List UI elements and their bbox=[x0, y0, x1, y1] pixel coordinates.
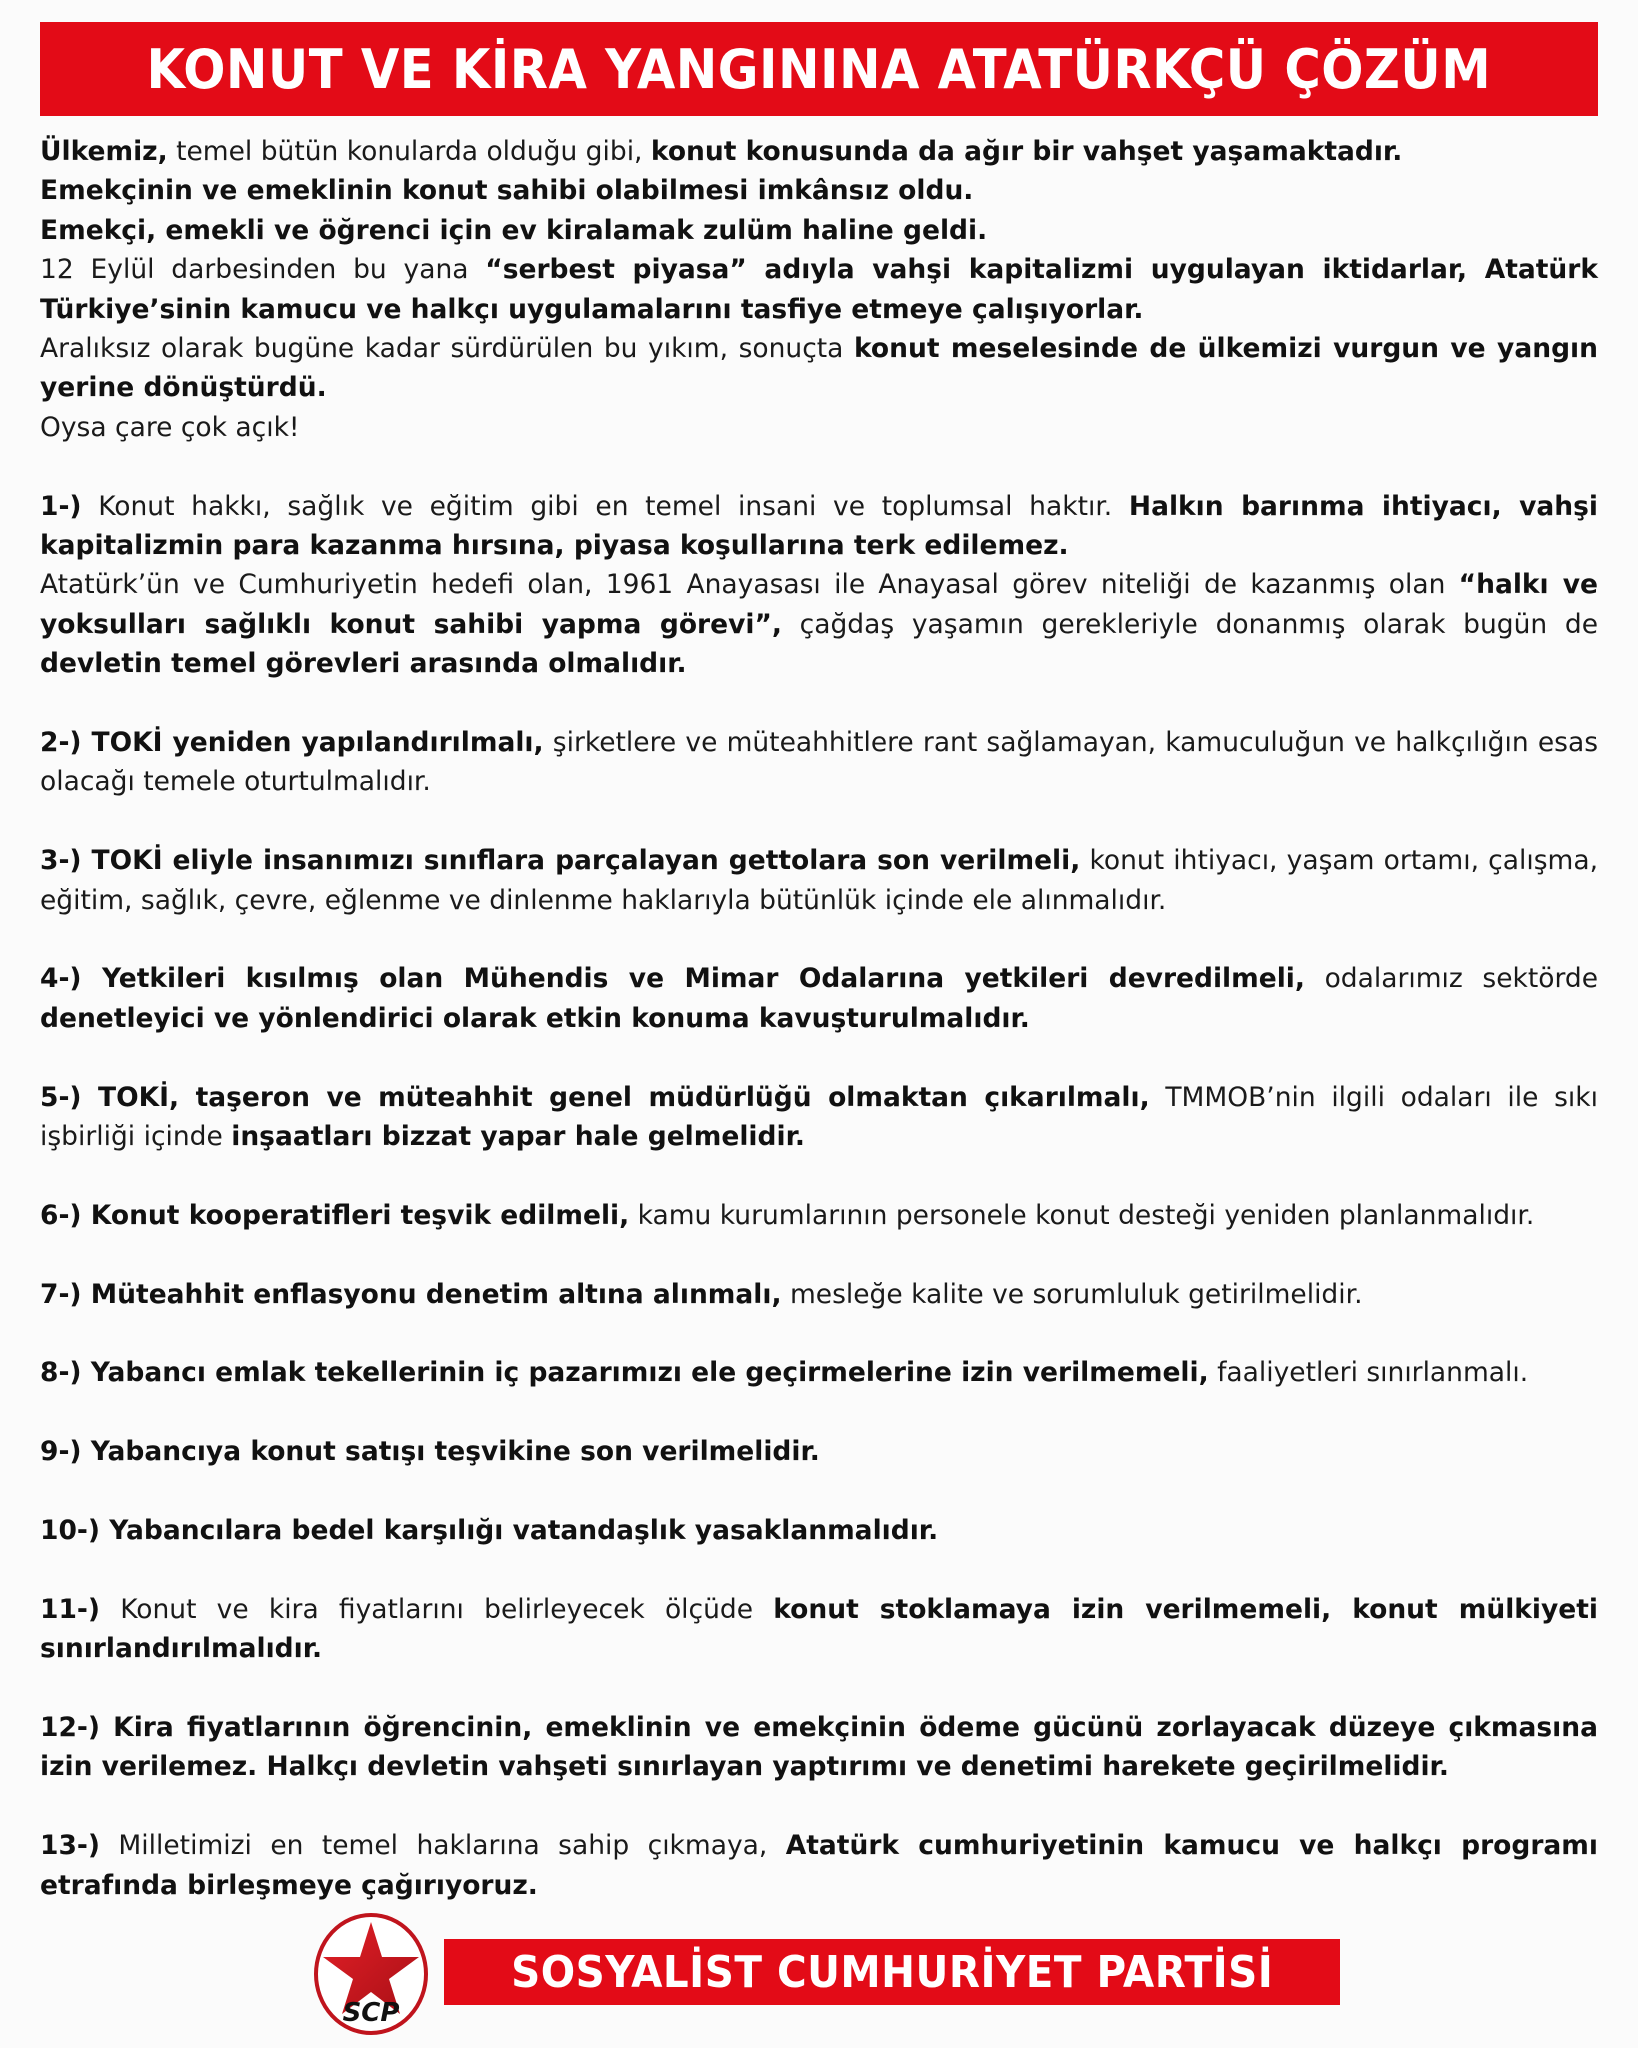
party-logo bbox=[312, 1912, 430, 2036]
list-item-2 bbox=[40, 723, 1598, 802]
party-name-banner bbox=[444, 1939, 1340, 2005]
intro-paragraph-4 bbox=[40, 250, 1598, 329]
item-number: 11-) bbox=[40, 1593, 100, 1625]
item-bold: Konut kooperatifleri teşvik edilmeli, bbox=[81, 1199, 630, 1231]
item-bold: Atatürk cumhuriyetinin kamucu ve halkçı programı etrafında birleşmeye çağırıyoruz. bbox=[40, 1830, 1598, 1901]
list-item-4 bbox=[40, 959, 1598, 1038]
intro-text: 12 Eylül darbesinden bu yana bbox=[40, 254, 486, 286]
item-number: 2-) bbox=[40, 727, 82, 759]
item-text: Milletimizi en temel haklarına sahip çıkmaya, bbox=[100, 1830, 786, 1862]
item-number: 7-) bbox=[40, 1278, 82, 1310]
item-bold: “halkı ve yoksulları sağlıklı konut sahibi yapma görevi”, bbox=[40, 569, 1598, 640]
list-item-8 bbox=[40, 1353, 1598, 1392]
item-number: 9-) bbox=[40, 1436, 82, 1468]
list-item-12 bbox=[40, 1708, 1598, 1787]
intro-paragraph-3 bbox=[40, 211, 1598, 250]
item-text: konut ihtiyacı, yaşam ortamı, çalışma, eğitim, sağlık, çevre, eğlenme ve dinlenme haklarıyla bütünlük içinde ele alınmalıdır. bbox=[40, 845, 1598, 916]
intro-text: Oysa çare çok açık! bbox=[40, 411, 300, 443]
list-item-10 bbox=[40, 1511, 1598, 1550]
page-title: KONUT VE KİRA YANGININA ATATÜRKÇÜ ÇÖZÜM bbox=[146, 37, 1492, 101]
intro-bold: “serbest piyasa” adıyla vahşi kapitalizmi uygulayan iktidarlar, Atatürk Türkiye’sinin kamucu ve halkçı uygulamalarını tasfiye etmeye çalışıyorlar. bbox=[40, 254, 1598, 325]
intro-bold: Emekçi, emekli ve öğrenci için ev kiralamak zulüm haline geldi. bbox=[40, 214, 988, 246]
intro-paragraph-5 bbox=[40, 329, 1598, 408]
party-footer bbox=[312, 1912, 1340, 2036]
item-number: 4-) bbox=[40, 963, 82, 995]
intro-paragraph-1 bbox=[40, 132, 1598, 171]
item-text: mesleğe kalite ve sorumluluk getirilmelidir. bbox=[781, 1278, 1363, 1310]
item-bold: Müteahhit enflasyonu denetim altına alınmalı, bbox=[81, 1278, 782, 1310]
intro-bold: Ülkemiz, bbox=[40, 136, 168, 167]
item-text: Konut hakkı, sağlık ve eğitim gibi en temel insani ve toplumsal haktır. bbox=[81, 490, 1129, 522]
svg-text:SCP: SCP bbox=[342, 1998, 400, 2028]
intro-text: Aralıksız olarak bugüne kadar sürdürülen bu yıkım, sonuçta bbox=[40, 333, 855, 365]
item-bold: denetleyici ve yönlendirici olarak etkin konuma kavuşturulmalıdır. bbox=[40, 1002, 1030, 1034]
list-item-11 bbox=[40, 1590, 1598, 1669]
list-item-1 bbox=[40, 487, 1598, 566]
red-star-icon bbox=[312, 1912, 430, 2036]
item-number: 12-) bbox=[40, 1712, 100, 1744]
item-number: 10-) bbox=[40, 1515, 100, 1547]
intro-bold: Emekçinin ve emeklinin konut sahibi olabilmesi imkânsız oldu. bbox=[40, 175, 974, 207]
item-bold: devletin temel görevleri arasında olmalıdır. bbox=[40, 648, 687, 680]
list-item-5 bbox=[40, 1078, 1598, 1157]
title-banner bbox=[40, 22, 1598, 116]
item-text: TMMOB’nin ilgili odaları ile sıkı işbirliği içinde bbox=[40, 1081, 1598, 1153]
list-item-9 bbox=[40, 1432, 1598, 1471]
item-bold: TOKİ, taşeron ve müteahhit genel müdürlüğü olmaktan çıkarılmalı, bbox=[81, 1081, 1150, 1113]
item-bold: Yabancıya konut satışı teşvikine son verilmelidir. bbox=[81, 1436, 820, 1468]
item-text: kamu kurumlarının personele konut desteği yeniden planlanmalıdır. bbox=[629, 1199, 1535, 1231]
intro-bold: konut konusunda da ağır bir vahşet yaşamaktadır. bbox=[650, 136, 1403, 167]
item-number: 13-) bbox=[40, 1830, 100, 1862]
item-text: faaliyetleri sınırlanmalı. bbox=[1208, 1357, 1529, 1389]
intro-paragraph-6 bbox=[40, 408, 1598, 447]
item-bold: inşaatları bizzat yapar hale gelmelidir. bbox=[231, 1121, 805, 1153]
item-number: 5-) bbox=[40, 1081, 82, 1113]
item-bold: Yabancılara bedel karşılığı vatandaşlık yasaklanmalıdır. bbox=[100, 1515, 939, 1547]
item-bold: TOKİ eliyle insanımızı sınıflara parçalayan gettolara son verilmeli, bbox=[81, 845, 1081, 877]
list-item-1-cont bbox=[40, 565, 1598, 683]
list-item-13 bbox=[40, 1826, 1598, 1905]
item-bold: Yabancı emlak tekellerinin iç pazarımızı ele geçirmelerine izin verilmemeli, bbox=[81, 1357, 1209, 1389]
item-number: 3-) bbox=[40, 845, 82, 877]
item-bold: Yetkileri kısılmış olan Mühendis ve Mimar Odalarına yetkileri devredilmeli, bbox=[81, 963, 1305, 995]
list-item-3 bbox=[40, 841, 1598, 920]
item-number: 8-) bbox=[40, 1357, 82, 1389]
item-bold: konut stoklamaya izin verilmemeli, konut mülkiyeti sınırlandırılmalıdır. bbox=[40, 1593, 1598, 1665]
item-bold: Kira fiyatlarının öğrencinin, emeklinin ve emekçinin ödeme gücünü zorlayacak düzeye çıkmasına izin verilemez. Halkçı devletin vahşeti sınırlayan yaptırımı ve denetimi harekete geçirilmelidir. bbox=[40, 1712, 1598, 1783]
item-text: çağdaş yaşamın gerekleriyle donanmış olarak bugün de bbox=[781, 608, 1598, 640]
item-text: Konut ve kira fiyatlarını belirleyecek ölçüde bbox=[100, 1593, 774, 1625]
item-text: Atatürk’ün ve Cumhuriyetin hedefi olan, 1961 Anayasası ile Anayasal görev niteliği de kazanmış olan bbox=[40, 569, 1459, 601]
item-number: 6-) bbox=[40, 1199, 82, 1231]
intro-text: temel bütün konularda olduğu gibi, bbox=[167, 136, 651, 167]
party-name: SOSYALİST CUMHURİYET PARTİSİ bbox=[510, 1946, 1274, 1998]
list-item-6 bbox=[40, 1196, 1598, 1235]
item-number: 1-) bbox=[40, 490, 82, 522]
intro-paragraph-2 bbox=[40, 171, 1598, 210]
item-text: şirketlere ve müteahhitlere rant sağlamayan, kamuculuğun ve halkçılığın esas olacağı temele oturtulmalıdır. bbox=[40, 727, 1599, 798]
item-text: odalarımız sektörde bbox=[1304, 963, 1598, 995]
document-body bbox=[40, 132, 1598, 1905]
item-bold: Halkın barınma ihtiyacı, vahşi kapitalizmin para kazanma hırsına, piyasa koşullarına terk edilemez. bbox=[40, 490, 1598, 562]
list-item-7 bbox=[40, 1275, 1598, 1314]
intro-bold: konut meselesinde de ülkemizi vurgun ve yangın yerine dönüştürdü. bbox=[40, 333, 1598, 404]
item-bold: TOKİ yeniden yapılandırılmalı, bbox=[81, 727, 544, 759]
